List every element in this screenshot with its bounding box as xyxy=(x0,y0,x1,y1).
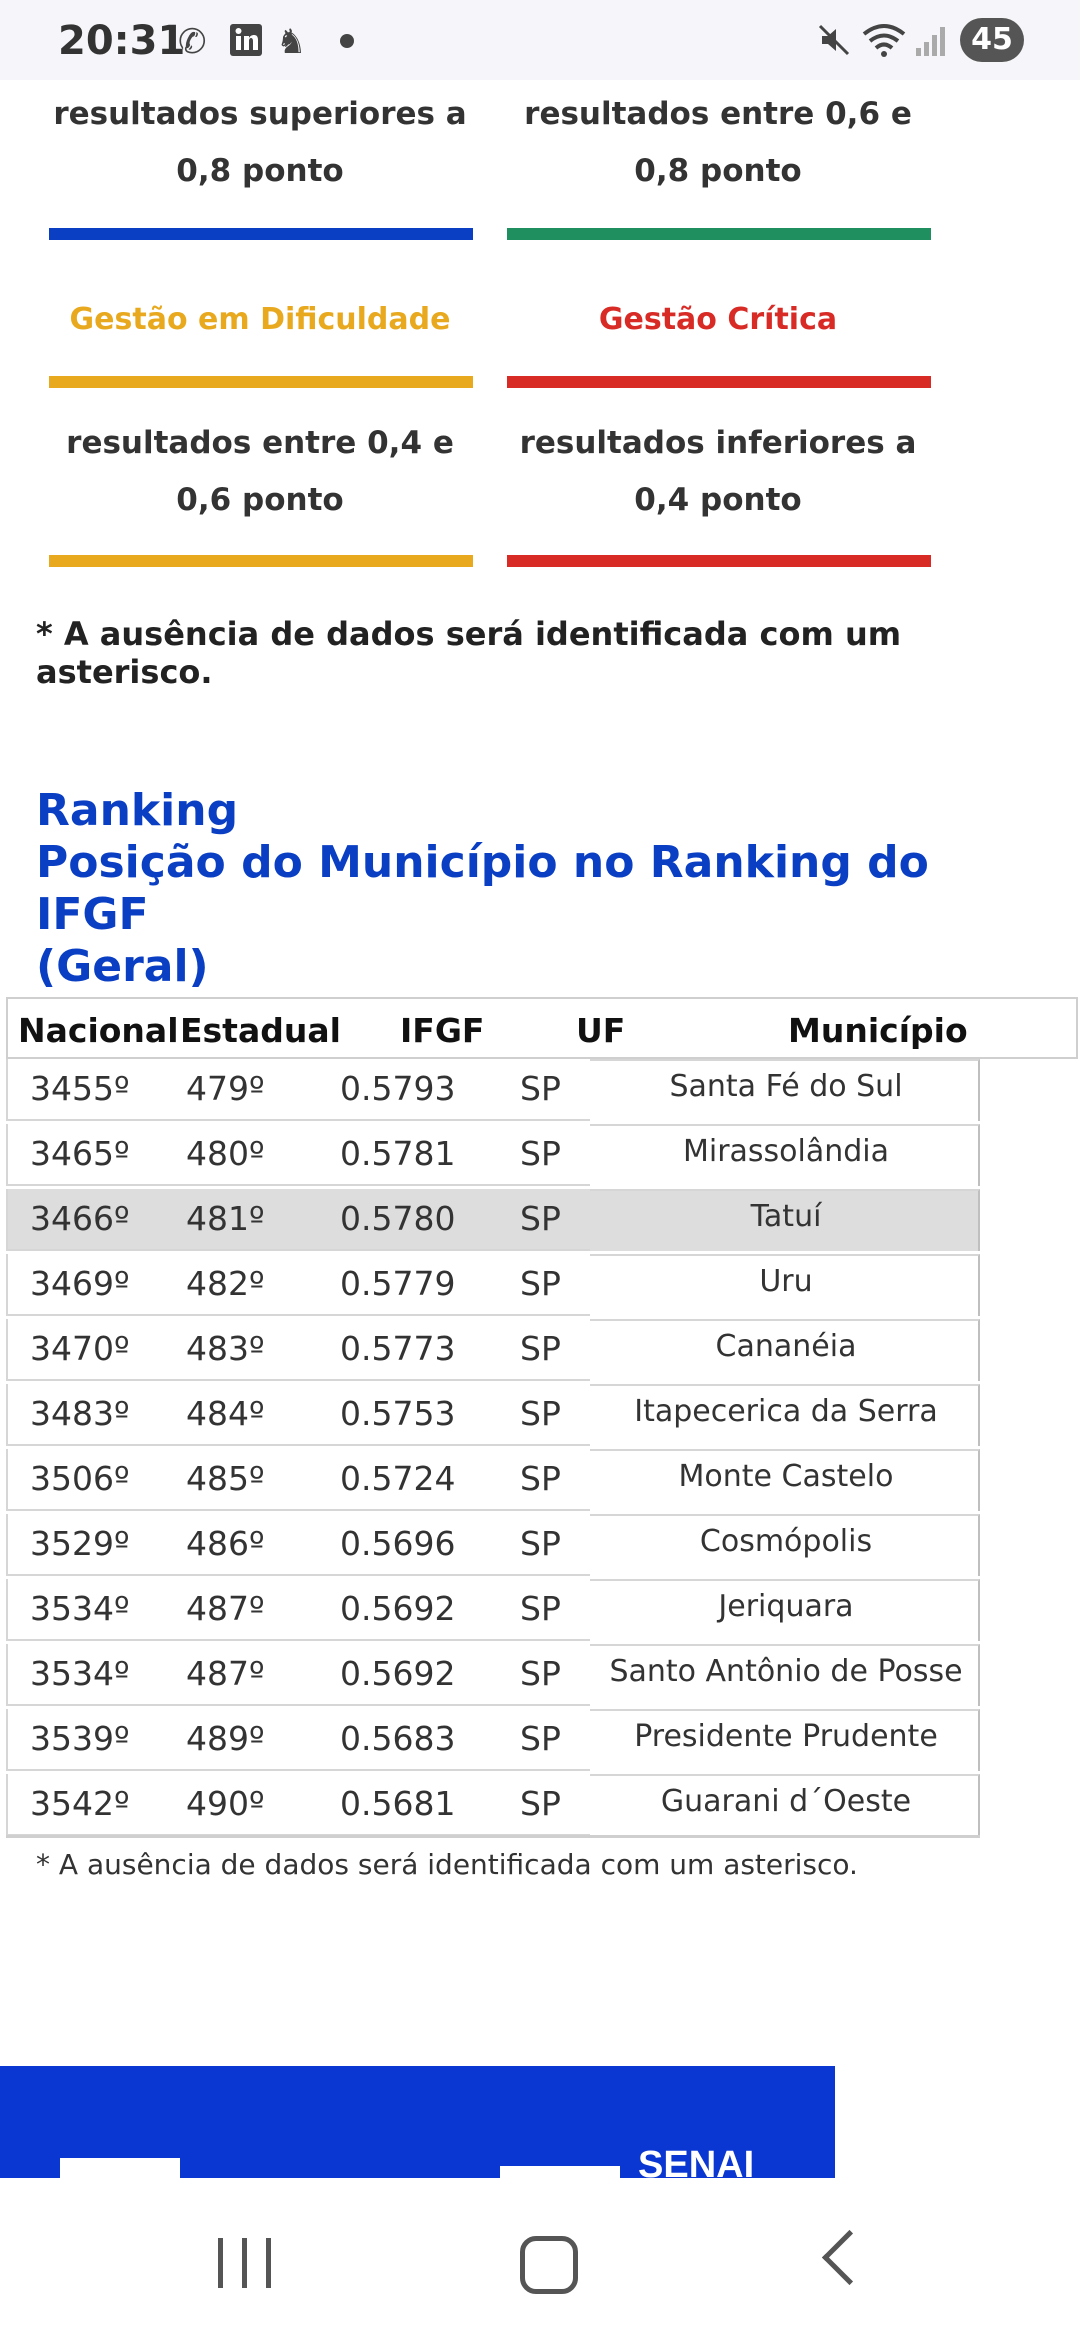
horse-rider-icon: ♞ xyxy=(276,22,307,62)
back-icon[interactable] xyxy=(822,2230,877,2285)
cell-estadual: 487º xyxy=(186,1589,265,1628)
header-estadual: Estadual xyxy=(180,1011,341,1050)
status-bar xyxy=(0,0,1080,80)
legend-critical-desc: resultados inferiores a 0,4 ponto xyxy=(519,425,917,518)
legend-bar-yellow-bottom xyxy=(49,555,473,567)
cell-nacional: 3506º xyxy=(30,1459,130,1498)
cell-nacional: 3483º xyxy=(30,1394,130,1433)
cell-ifgf: 0.5780 xyxy=(340,1199,456,1238)
table-row xyxy=(6,1319,978,1381)
cell-estadual: 485º xyxy=(186,1459,265,1498)
cell-uf: SP xyxy=(520,1719,561,1758)
cell-uf: SP xyxy=(520,1654,561,1693)
signal-icon xyxy=(912,22,948,67)
cell-ifgf: 0.5724 xyxy=(340,1459,456,1498)
missing-data-note: * A ausência de dados será identificada com um asterisco. xyxy=(36,615,902,691)
legend-difficulty-title: Gestão em Dificuldade xyxy=(69,302,451,337)
table-row xyxy=(6,1514,978,1576)
table-row xyxy=(6,1709,978,1771)
ranking-title xyxy=(36,785,1036,993)
cell-estadual: 490º xyxy=(186,1784,265,1823)
cell-ifgf: 0.5681 xyxy=(340,1784,456,1823)
cell-nacional: 3542º xyxy=(30,1784,130,1823)
senai-banner[interactable] xyxy=(0,2066,835,2178)
cell-estadual: 480º xyxy=(186,1134,265,1173)
table-row xyxy=(6,1189,978,1251)
row-divider xyxy=(6,1509,590,1511)
cell-municipio: Santo Antônio de Posse xyxy=(609,1654,963,1689)
legend-bar-blue xyxy=(49,228,473,240)
cell-municipio: Uru xyxy=(759,1264,813,1299)
cell-uf: SP xyxy=(520,1199,561,1238)
row-left-border xyxy=(6,1319,8,1381)
cell-ifgf: 0.5793 xyxy=(340,1069,456,1108)
cell-uf: SP xyxy=(520,1069,561,1108)
cell-nacional: 3534º xyxy=(30,1654,130,1693)
cell-nacional: 3466º xyxy=(30,1199,130,1238)
whatsapp-icon: ✆ xyxy=(178,22,207,62)
row-divider xyxy=(6,1639,590,1641)
row-divider xyxy=(6,1769,590,1771)
cell-nacional: 3465º xyxy=(30,1134,130,1173)
row-left-border xyxy=(6,1709,8,1771)
cell-nacional: 3529º xyxy=(30,1524,130,1563)
cell-municipio: Presidente Prudente xyxy=(634,1719,938,1754)
cell-municipio: Monte Castelo xyxy=(678,1459,894,1494)
cell-ifgf: 0.5683 xyxy=(340,1719,456,1758)
row-left-border xyxy=(6,1189,8,1251)
status-time: 20:31 xyxy=(58,18,186,64)
linkedin-icon xyxy=(228,22,264,67)
banner-logo-shape-2 xyxy=(500,2166,620,2178)
cell-ifgf: 0.5692 xyxy=(340,1654,456,1693)
ranking-title-line2: Posição do Município no Ranking do IFGF xyxy=(36,837,929,940)
cell-ifgf: 0.5696 xyxy=(340,1524,456,1563)
row-divider xyxy=(6,1184,590,1186)
cell-uf: SP xyxy=(520,1524,561,1563)
row-left-border xyxy=(6,1254,8,1316)
navigation-bar xyxy=(0,2178,1080,2340)
cell-municipio: Santa Fé do Sul xyxy=(669,1069,903,1104)
legend-critical-title: Gestão Crítica xyxy=(598,302,838,337)
cell-municipio: Itapecerica da Serra xyxy=(634,1394,938,1429)
legend-bar-red xyxy=(507,376,931,388)
cell-estadual: 486º xyxy=(186,1524,265,1563)
row-divider xyxy=(6,1249,590,1251)
cell-uf: SP xyxy=(520,1264,561,1303)
cell-estadual: 482º xyxy=(186,1264,265,1303)
header-nacional: Nacional xyxy=(18,1011,179,1050)
table-row xyxy=(6,1579,978,1641)
missing-data-note-small: * A ausência de dados será identificada com um asterisco. xyxy=(36,1848,858,1881)
table-row xyxy=(6,1449,978,1511)
row-left-border xyxy=(6,1579,8,1641)
legend-good-desc: resultados entre 0,6 e 0,8 ponto xyxy=(524,96,912,189)
table-header xyxy=(6,997,1078,1059)
cell-municipio: Tatuí xyxy=(750,1199,822,1234)
battery-indicator: 45 xyxy=(960,18,1024,62)
banner-senai-text: SENAI xyxy=(638,2144,755,2178)
cell-nacional: 3470º xyxy=(30,1329,130,1368)
row-divider xyxy=(6,1444,590,1446)
row-divider xyxy=(6,1119,590,1121)
cell-uf: SP xyxy=(520,1329,561,1368)
table-row xyxy=(6,1644,978,1706)
dot-icon xyxy=(340,34,354,48)
cell-ifgf: 0.5692 xyxy=(340,1589,456,1628)
table-bottom-border xyxy=(6,1835,980,1838)
table-row xyxy=(6,1774,978,1836)
banner-logo-shape xyxy=(60,2158,180,2178)
cell-ifgf: 0.5773 xyxy=(340,1329,456,1368)
cell-ifgf: 0.5781 xyxy=(340,1134,456,1173)
cell-uf: SP xyxy=(520,1784,561,1823)
cell-estadual: 479º xyxy=(186,1069,265,1108)
cell-uf: SP xyxy=(520,1459,561,1498)
table-row xyxy=(6,1124,978,1186)
row-left-border xyxy=(6,1644,8,1706)
legend-bar-red-bottom xyxy=(507,555,931,567)
row-left-border xyxy=(6,1774,8,1836)
row-divider xyxy=(6,1314,590,1316)
row-left-border xyxy=(6,1124,8,1186)
table-row xyxy=(6,1254,978,1316)
header-municipio: Município xyxy=(788,1011,968,1050)
row-divider xyxy=(6,1704,590,1706)
home-icon[interactable] xyxy=(520,2236,578,2294)
ranking-title-line3: (Geral) xyxy=(36,941,209,992)
row-left-border xyxy=(6,1059,8,1121)
table-row xyxy=(6,1059,978,1121)
recent-apps-icon[interactable] xyxy=(218,2238,272,2288)
cell-municipio: Mirassolândia xyxy=(682,1134,890,1169)
cell-municipio: Cananéia xyxy=(715,1329,857,1364)
table-row xyxy=(6,1384,978,1446)
row-left-border xyxy=(6,1449,8,1511)
cell-municipio: Cosmópolis xyxy=(699,1524,873,1559)
legend-difficulty-desc: resultados entre 0,4 e 0,6 ponto xyxy=(66,425,454,518)
cell-estadual: 489º xyxy=(186,1719,265,1758)
header-ifgf: IFGF xyxy=(400,1011,485,1050)
cell-estadual: 487º xyxy=(186,1654,265,1693)
row-left-border xyxy=(6,1514,8,1576)
wifi-icon xyxy=(862,22,906,67)
cell-municipio: Jeriquara xyxy=(718,1589,854,1624)
legend-bar-green xyxy=(507,228,931,240)
row-divider xyxy=(6,1379,590,1381)
cell-municipio: Guarani d´Oeste xyxy=(660,1784,912,1819)
row-left-border xyxy=(6,1384,8,1446)
cell-uf: SP xyxy=(520,1134,561,1173)
mute-icon xyxy=(816,22,852,67)
cell-uf: SP xyxy=(520,1394,561,1433)
cell-ifgf: 0.5779 xyxy=(340,1264,456,1303)
legend-excellence-desc: resultados superiores a 0,8 ponto xyxy=(53,96,467,189)
cell-nacional: 3534º xyxy=(30,1589,130,1628)
legend-bar-yellow xyxy=(49,376,473,388)
cell-estadual: 484º xyxy=(186,1394,265,1433)
cell-ifgf: 0.5753 xyxy=(340,1394,456,1433)
row-divider xyxy=(6,1574,590,1576)
cell-estadual: 483º xyxy=(186,1329,265,1368)
ranking-title-line1: Ranking xyxy=(36,785,239,836)
cell-nacional: 3455º xyxy=(30,1069,130,1108)
cell-nacional: 3469º xyxy=(30,1264,130,1303)
header-uf: UF xyxy=(576,1011,626,1050)
cell-uf: SP xyxy=(520,1589,561,1628)
cell-estadual: 481º xyxy=(186,1199,265,1238)
cell-nacional: 3539º xyxy=(30,1719,130,1758)
